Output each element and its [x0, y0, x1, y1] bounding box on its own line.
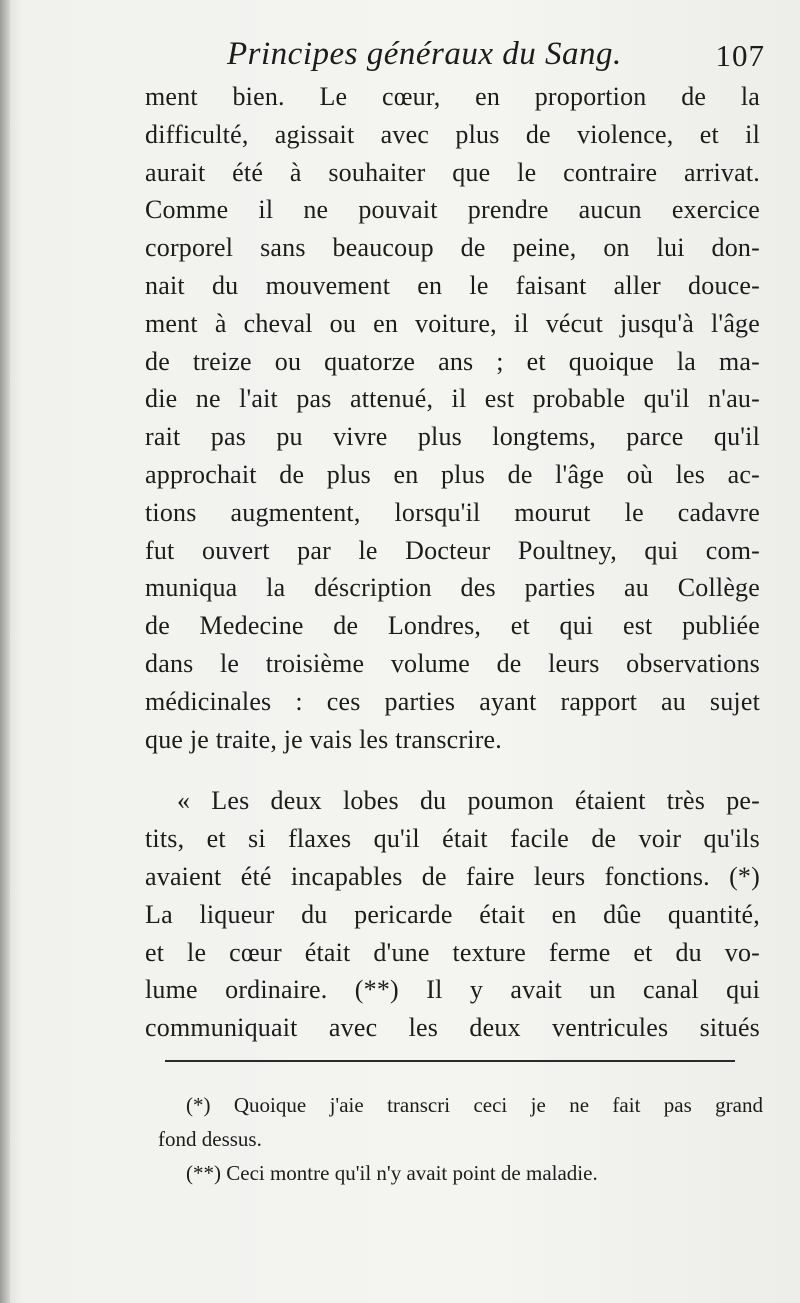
text-line: approchait de plus en plus de l'âge où les ac- [145, 459, 760, 489]
text-line: rait pas pu vivre plus longtems, parce qu'il [145, 422, 760, 452]
text-line: difficulté, agissait avec plus de violence, et il [145, 119, 760, 149]
text-line: fut ouvert par le Docteur Poultney, qui com- [145, 535, 760, 565]
page-number: 107 [715, 38, 765, 73]
footnote-line: (**) Ceci montre qu'il n'y avait point de maladie. [186, 1161, 598, 1185]
page-gutter-shadow [0, 0, 10, 1303]
paragraph-gap [145, 758, 760, 782]
text-line: ment bien. Le cœur, en proportion de la [145, 82, 760, 111]
text-line: corporel sans beaucoup de peine, on lui don- [145, 233, 760, 263]
text-line: que je traite, je vais les transcrire. [145, 724, 503, 754]
text-line: nait du mouvement en le faisant aller douce- [145, 270, 760, 300]
text-line: avaient été incapables de faire leurs fonctions. (*) [145, 861, 760, 891]
text-line: médicinales : ces parties ayant rapport au sujet [145, 686, 760, 716]
footnotes [158, 1088, 763, 1190]
text-line: de treize ou quatorze ans ; et quoique la ma- [145, 346, 760, 376]
text-line: communiquait avec les deux ventricules situés [145, 1013, 760, 1043]
text-line: tions augmentent, lorsqu'il mourut le cadavre [145, 497, 760, 527]
footnote-line: (*) Quoique j'aie transcri ceci je ne fait pas grand [186, 1093, 763, 1117]
text-line: muniqua la déscription des parties au Collège [145, 573, 760, 603]
footnote-line: fond dessus. [158, 1127, 262, 1151]
footnote-rule [165, 1060, 735, 1062]
text-line: de Medecine de Londres, et qui est publiée [145, 611, 760, 641]
text-line: et le cœur était d'une texture ferme et du vo- [145, 937, 760, 967]
text-line: « Les deux lobes du poumon étaient très pe- [177, 786, 760, 816]
text-line: aurait été à souhaiter que le contraire arrivat. [145, 157, 760, 187]
text-line: Comme il ne pouvait prendre aucun exercice [145, 195, 760, 225]
running-head: Principes généraux du Sang. [227, 36, 622, 72]
text-line: dans le troisième volume de leurs observations [145, 648, 760, 678]
text-line: lume ordinaire. (**) Il y avait un canal qui [145, 975, 760, 1005]
text-line: ment à cheval ou en voiture, il vécut jusqu'à l'âge [145, 308, 760, 338]
text-line: tits, et si flaxes qu'il était facile de voir qu'ils [145, 824, 760, 854]
body-text [145, 78, 760, 1047]
text-line: die ne l'ait pas attenué, il est probable qu'il n'au- [145, 384, 760, 414]
text-line: La liqueur du pericarde était en dûe quantité, [145, 899, 760, 929]
